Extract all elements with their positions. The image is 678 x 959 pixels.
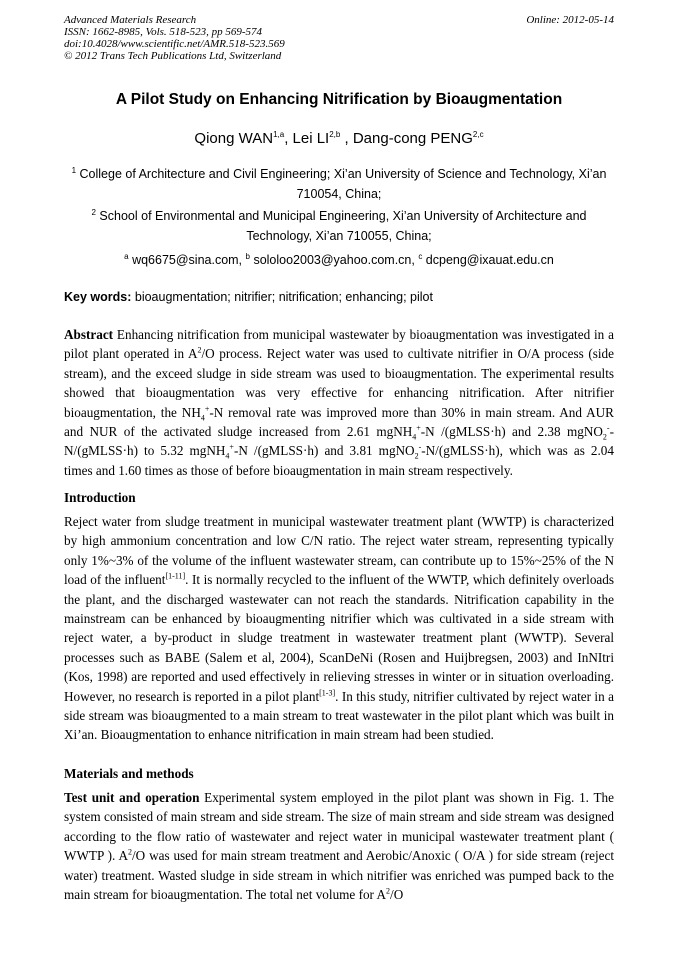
superscript: 2 xyxy=(91,207,96,217)
text-run: , Lei LI xyxy=(284,130,330,147)
methods-heading: Materials and methods xyxy=(64,766,194,781)
subscript: 4 xyxy=(225,452,230,462)
superscript: b xyxy=(245,251,250,261)
journal-name: Advanced Materials Research xyxy=(64,14,197,26)
subscript: 4 xyxy=(200,413,205,423)
copyright: © 2012 Trans Tech Publications Ltd, Switzerland xyxy=(64,50,282,62)
affiliation-1 xyxy=(64,164,614,204)
superscript: + xyxy=(416,423,421,433)
methods-text xyxy=(64,788,614,904)
superscript: [1-11] xyxy=(165,571,186,581)
text-run: -N/(gMLSS·h), which was as 2.04 times and 1.60 times as those of before bioaugmentation in main stream respectively. xyxy=(64,443,614,478)
text-run: , Dang-cong PENG xyxy=(340,130,473,147)
doi: doi:10.4028/www.scientific.net/AMR.518-523.569 xyxy=(64,38,285,50)
bold-label: Key words: xyxy=(64,290,132,304)
issn: ISSN: 1662-8985, Vols. 518-523, pp 569-574 xyxy=(64,26,262,38)
text-run: bioaugmentation; nitrifier; nitrification; enhancing; pilot xyxy=(131,290,433,304)
online-date: Online: 2012-05-14 xyxy=(526,14,614,26)
introduction-text xyxy=(64,512,614,745)
superscript: - xyxy=(418,443,422,453)
paper-title: A Pilot Study on Enhancing Nitrification by Bioaugmentation xyxy=(115,91,563,108)
superscript: 2 xyxy=(386,886,391,896)
keywords xyxy=(64,290,614,304)
text-run: School of Environmental and Municipal Engineering, Xi’an University of Architecture and Technology, Xi’an 710055, China; xyxy=(95,209,587,243)
superscript: 1,a xyxy=(273,130,285,139)
text-run: dcpeng@ixauat.edu.cn xyxy=(422,253,554,267)
bold-label: Abstract xyxy=(64,327,114,342)
text-run: Enhancing nitrification from municipal wastewater by bioaugmentation was investigated in a pilot plant operated in A xyxy=(64,327,614,362)
subscript: 2 xyxy=(414,452,419,462)
text-run: /O xyxy=(390,887,404,903)
superscript: 2 xyxy=(197,346,202,356)
affiliation-2 xyxy=(64,206,614,246)
abstract xyxy=(64,325,614,480)
text-run: -N /(gMLSS·h) and 3.81 mgNO xyxy=(233,443,415,459)
superscript: + xyxy=(204,404,210,414)
superscript: [1-3] xyxy=(319,688,336,698)
authors xyxy=(0,130,678,147)
subscript: 2 xyxy=(602,432,607,442)
superscript: 2 xyxy=(128,847,133,857)
introduction-heading: Introduction xyxy=(64,490,136,505)
subscript: 4 xyxy=(412,432,417,442)
text-run: . It is normally recycled to the influent of the WWTP, which definitely overloads the plant, and the discharged wastewater can not reach the standards. Nitrification capability in the mainstream can be enhanced by bioaugmenting nitrifier which was cultivated in a side stream with reject water, a by-product in sludge treatment in wastewater treatment plant (WWTP). Several processes such as BABE (Salem et al, 2004), ScanDeNi (Rosen and Huijbregsen, 2003) and InNItri (Kos, 1998) are reported and used effectively in relieving stresses in winter or in situation overloading. However, no research is reported in a pilot plant xyxy=(64,572,614,704)
text-run: -N /(gMLSS·h) and 2.38 mgNO xyxy=(420,424,603,440)
text-run: /O was used for main stream treatment and Aerobic/Anoxic ( O/A ) for side stream (reject water) treatment. Wasted sludge in side stream in which nitrifier was enriched was pumped back to the main stream for bioaugmentation. The total net volume for A xyxy=(64,848,615,903)
superscript: c xyxy=(418,251,423,261)
superscript: a xyxy=(124,251,129,261)
text-run: Experimental system employed in the pilot plant was shown in Fig. 1. The system consisted of main stream and side stream. The size of main stream and side stream was designed according to the flow ratio of wastewater and reject water in municipal wastewater treatment plant ( WWTP ). A xyxy=(64,790,614,864)
text-run: . In this study, nitrifier cultivated by reject water in a side stream was bioaugmented to a main stream to treat wastewater in the pilot plant which was built in Xi’an. Bioaugmentation to enhance nitrification in main stream had been studied. xyxy=(64,688,614,743)
text-run: /O process. Reject water was used to cultivate nitrifier in O/A process (side stream), and the exceed sludge in side stream was used to bioaugmentation. The experimental results showed that bioaugmentation was very effective for enhancing nitrification. After nitrifier bioaugmentation, the NH xyxy=(64,346,614,420)
text-run: sololoo2003@yahoo.com.cn, xyxy=(249,253,419,267)
superscript: + xyxy=(229,443,234,453)
superscript: 1 xyxy=(71,165,77,175)
text-run: Qiong WAN xyxy=(194,130,274,147)
text-run: College of Architecture and Civil Engineering; Xi’an University of Science and Technology, Xi’an 710054, China; xyxy=(76,167,607,201)
text-run: -N/(gMLSS·h) to 5.32 mgNH xyxy=(64,424,614,459)
emails xyxy=(64,250,614,270)
superscript: 2,b xyxy=(329,130,341,139)
journal-info xyxy=(64,14,285,62)
superscript: - xyxy=(606,423,610,433)
bold-label: Test unit and operation xyxy=(64,790,200,805)
superscript: 2,c xyxy=(472,130,484,139)
text-run: Reject water from sludge treatment in municipal wastewater treatment plant (WWTP) is characterized by high ammonium concentration and low C/N ratio. The reject water stream, representing typically only 1%~3% of the volume of the influent wastewater stream, can contribute up to 15%~25% of the N load of the influent xyxy=(64,514,614,588)
text-run: -N removal rate was improved more than 30% in main stream. And AUR and NUR of the activated sludge increased from 2.61 mgNH xyxy=(64,404,614,440)
text-run: wq6675@sina.com, xyxy=(128,253,246,267)
